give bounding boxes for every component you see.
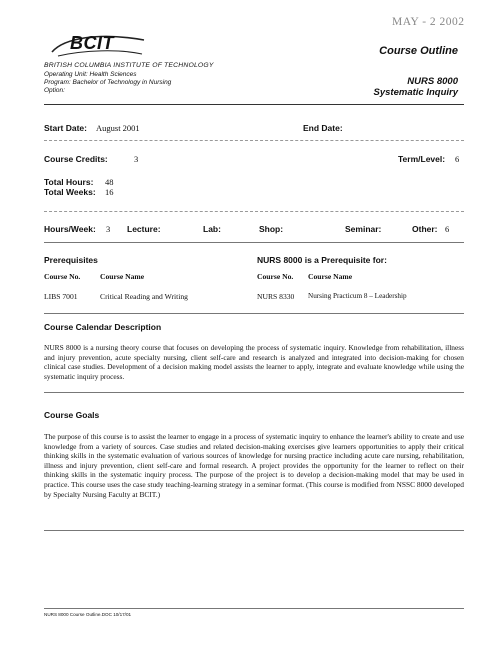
hours-week-label: Hours/Week: — [44, 224, 96, 234]
other-value: 6 — [445, 224, 450, 234]
prereq-for-heading: NURS 8000 is a Prerequisite for: — [257, 255, 387, 265]
credits-value: 3 — [134, 154, 139, 164]
total-weeks-value: 16 — [105, 187, 114, 197]
footer-rule — [44, 608, 464, 609]
totals-divider — [44, 211, 464, 212]
total-weeks-label: Total Weeks: — [44, 187, 96, 197]
received-stamp: MAY - 2 2002 — [392, 16, 465, 28]
total-hours-label: Total Hours: — [44, 177, 94, 187]
calendar-description: NURS 8000 is a nursing theory course that focuses on developing the process of systematic inquiry. Knowledge from rehabilitation, illness and injury prevention, acute specialty nursing, client self-care and research is analyzed and integrated into decision-making for chosen clinical case studies. Development of a decision making model assists the learner to apply, integrate and evaluate knowledge while using the systematic inquiry process. — [44, 343, 464, 381]
term-label: Term/Level: — [398, 154, 446, 164]
option: Option: — [44, 87, 65, 94]
term-value: 6 — [455, 154, 460, 164]
goals-text: The purpose of this course is to assist the learner to engage in a process of systematic inquiry to enhance the learner's ability to create and use knowledge from a variety of sources. Case studies and related decision-making exercises give learners opportunities to apply their critical thinking skills in the systematic evaluation of various sources of knowledge for nursing practice including acute care nursing, rehabilitation, illness and injury prevention, client self-care and formal research. A project provides the opportunity for the learner to reflect on their thinking skills in the systematic inquiry process. The purpose of the project is to develop a decision-making model that may be used in practice. This course uses the case study teaching-learning strategy in a seminar format. (This course is modified from NSSC 8000 developed by Specialty Nursing Faculty at BCIT.) — [44, 432, 464, 499]
prereq-for-col-course-name: Course Name — [308, 272, 353, 281]
prereq-for-course-no: NURS 8330 — [257, 292, 295, 301]
start-date-label: Start Date: — [44, 123, 87, 133]
header-divider — [44, 104, 464, 105]
bcit-logo-text: BCIT — [70, 33, 114, 53]
doc-type: Course Outline — [379, 45, 458, 57]
prereq-course-name: Critical Reading and Writing — [100, 292, 188, 301]
seminar-label: Seminar: — [345, 224, 382, 234]
course-title: Systematic Inquiry — [373, 87, 458, 98]
bcit-logo — [44, 30, 154, 60]
prereq-for-course-name: Nursing Practicum 8 – Leadership — [308, 292, 407, 300]
calendar-divider — [44, 392, 464, 393]
prereq-col-course-name: Course Name — [100, 272, 145, 281]
hours-divider — [44, 242, 464, 243]
lab-label: Lab: — [203, 224, 221, 234]
hours-week-value: 3 — [106, 224, 111, 234]
end-date-label: End Date: — [303, 123, 343, 133]
prereq-divider — [44, 313, 464, 314]
operating-unit: Operating Unit: Health Sciences — [44, 71, 137, 78]
other-label: Other: — [412, 224, 438, 234]
footer-text: NURS 8000 Course Outline.DOC 10/17/01 — [44, 612, 132, 617]
prereq-heading: Prerequisites — [44, 255, 98, 265]
prereq-col-course-no: Course No. — [44, 272, 81, 281]
lecture-label: Lecture: — [127, 224, 161, 234]
goals-heading: Course Goals — [44, 410, 100, 420]
dates-divider — [44, 140, 464, 141]
goals-divider — [44, 530, 464, 531]
institute-name: BRITISH COLUMBIA INSTITUTE OF TECHNOLOGY — [44, 62, 214, 69]
prereq-for-col-course-no: Course No. — [257, 272, 294, 281]
total-hours-value: 48 — [105, 177, 114, 187]
credits-label: Course Credits: — [44, 154, 108, 164]
shop-label: Shop: — [259, 224, 284, 234]
program: Program: Bachelor of Technology in Nursing — [44, 79, 172, 86]
start-date-value: August 2001 — [96, 123, 140, 133]
calendar-heading: Course Calendar Description — [44, 322, 162, 332]
prereq-course-no: LIBS 7001 — [44, 292, 78, 301]
course-code: NURS 8000 — [407, 76, 458, 87]
